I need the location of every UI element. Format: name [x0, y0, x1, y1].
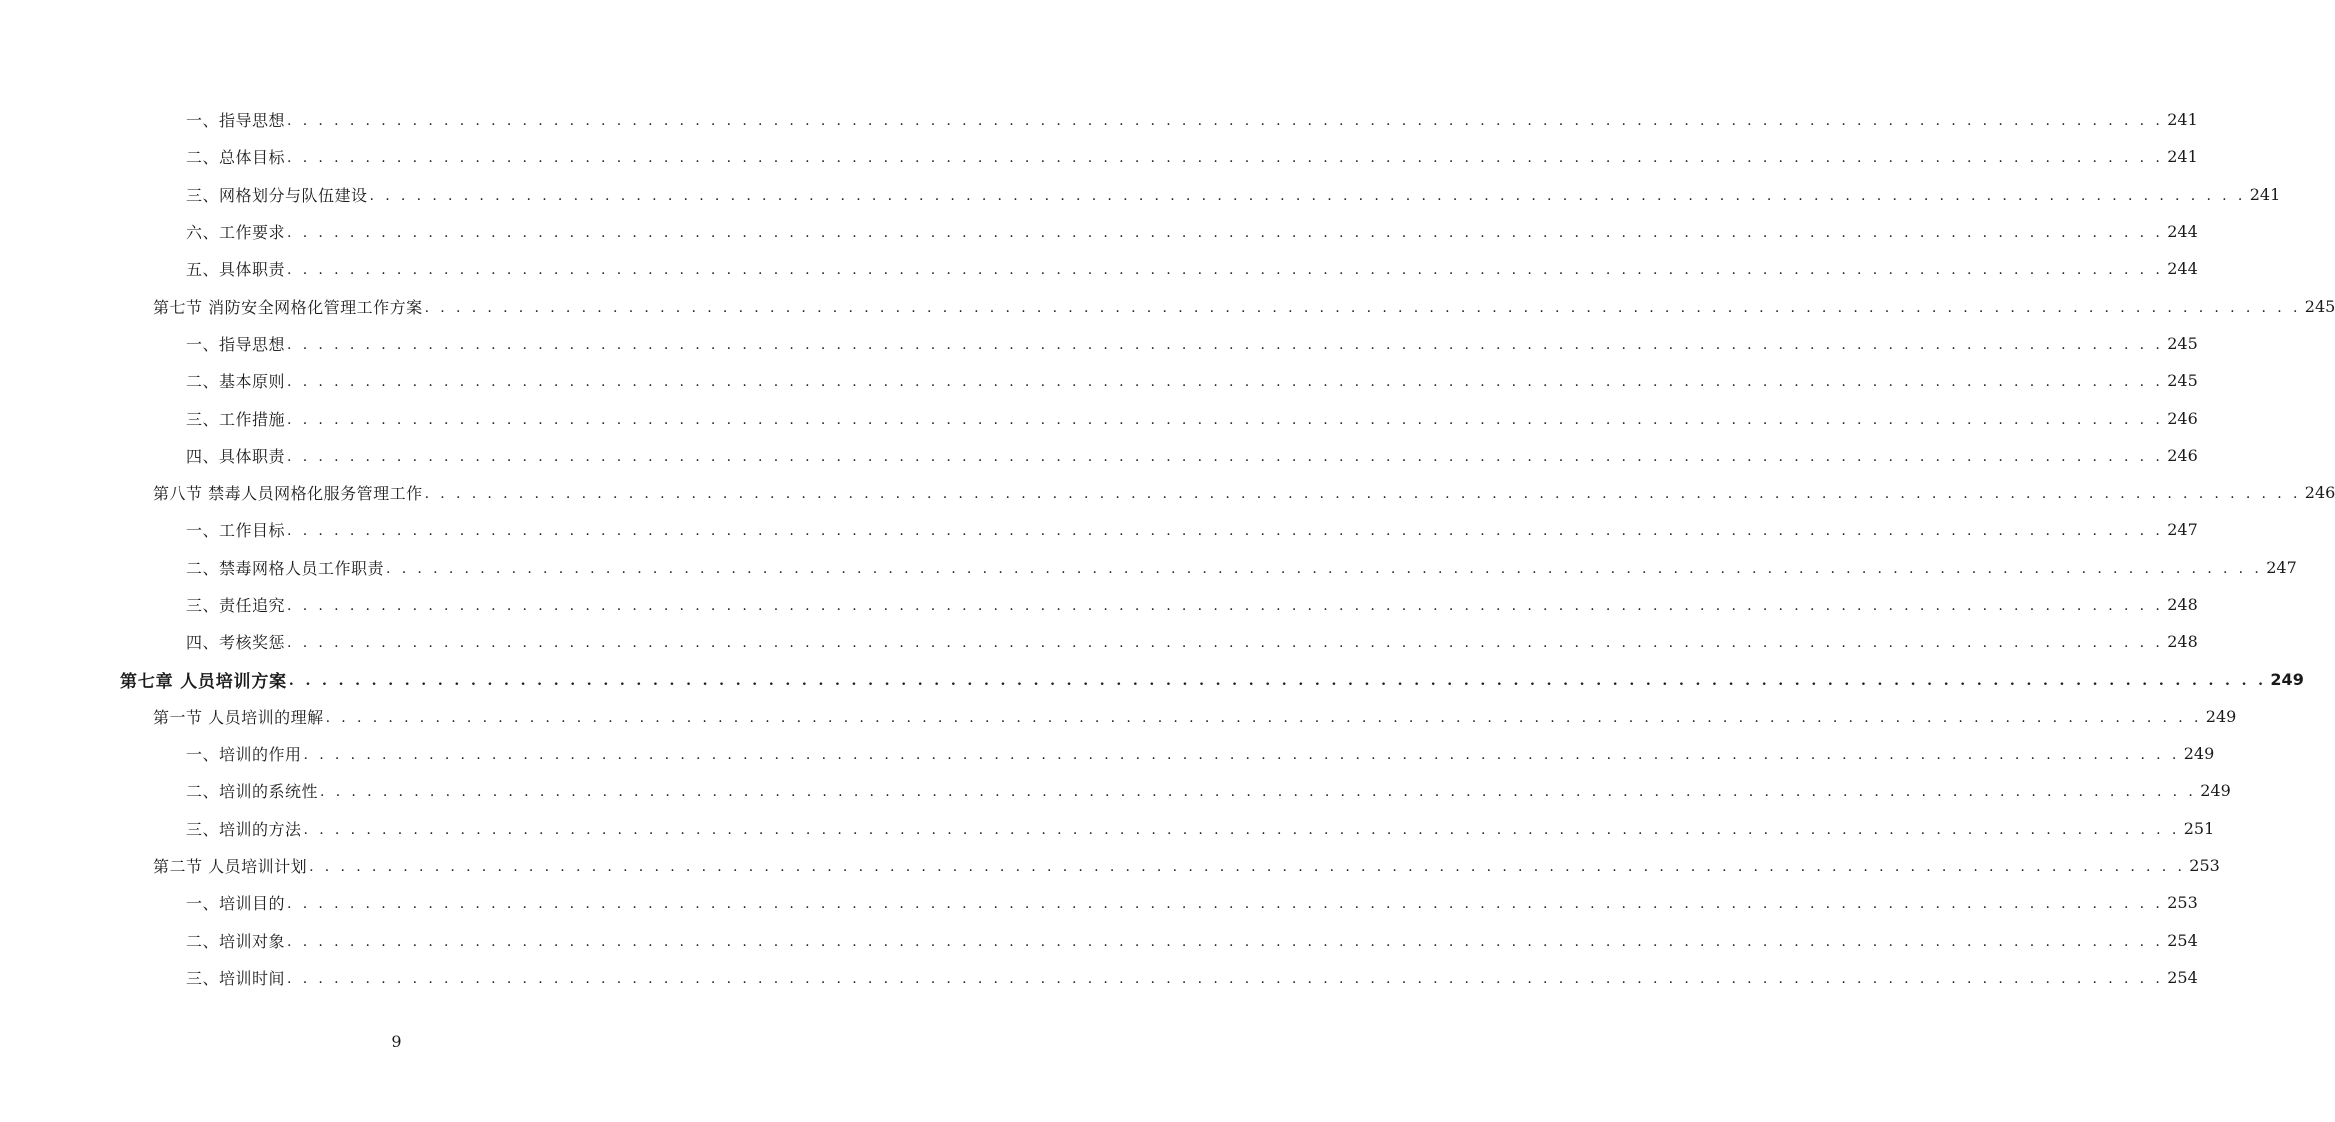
toc-entry-title: 四、考核奖惩	[186, 633, 286, 653]
toc-entry[interactable]	[0, 138, 2198, 175]
toc-entry[interactable]	[0, 959, 2198, 996]
toc-entry-page: 249	[2200, 781, 2231, 801]
toc-entry[interactable]	[0, 660, 2304, 697]
toc-entry-title: 二、培训的系统性	[186, 782, 319, 802]
toc-entry[interactable]	[0, 213, 2198, 250]
toc-entry[interactable]	[0, 474, 2335, 511]
toc-entry[interactable]	[0, 698, 2237, 735]
dot-leader: . . . . . . . . . . . . . . . . . . . . . . . . . . . . . . . . . . . . . . . . . . . . . . . . . . . . . . . . . . . . . . . . . . . . . . . . . . . . . . . . . . . . . . . . . . . . . . . . . . . . . . . . . . . . . . . . . . . . . . . .	[287, 411, 2164, 428]
toc-entry-title: 四、具体职责	[186, 446, 286, 466]
dot-leader: . . . . . . . . . . . . . . . . . . . . . . . . . . . . . . . . . . . . . . . . . . . . . . . . . . . . . . . . . . . . . . . . . . . . . . . . . . . . . . . . . . . . . . . . . . . . . . . . . . . . . . . . . . . . . . . . . . . . . . . .	[287, 113, 2164, 130]
toc-entry[interactable]	[0, 101, 2198, 138]
toc-entry-page: 241	[2249, 184, 2281, 204]
page-number: 9	[391, 1032, 402, 1051]
toc-entry-page: 245	[2167, 333, 2198, 353]
table-of-contents	[0, 101, 2335, 996]
toc-entry[interactable]	[0, 287, 2335, 324]
toc-entry-page: 248	[2167, 595, 2198, 614]
toc-entry-page: 254	[2167, 967, 2198, 987]
dot-leader: . . . . . . . . . . . . . . . . . . . . . . . . . . . . . . . . . . . . . . . . . . . . . . . . . . . . . . . . . . . . . . . . . . . . . . . . . . . . . . . . . . . . . . . . . . . . . . . . . . . . . . . . . . . . . . . . . . . . . . . .	[287, 262, 2164, 279]
dot-leader: . . . . . . . . . . . . . . . . . . . . . . . . . . . . . . . . . . . . . . . . . . . . . . . . . . . . . . . . . . . . . . . . . . . . . . . . . . . . . . . . . . . . . . . . . . . . . . . . . . . . . . . . . . . . . . . . . . . . . . . .	[320, 784, 2197, 801]
toc-entry-page: 253	[2167, 893, 2198, 913]
toc-entry-title: 第八节 禁毒人员网格化服务管理工作	[153, 484, 423, 504]
toc-entry-title: 二、基本原则	[186, 372, 286, 392]
dot-leader: . . . . . . . . . . . . . . . . . . . . . . . . . . . . . . . . . . . . . . . . . . . . . . . . . . . . . . . . . . . . . . . . . . . . . . . . . . . . . . . . . . . . . . . . . . . . . . . . . . . . . . . . . . . . . . . . . . . . . . . .	[288, 672, 2267, 689]
toc-entry-title: 三、培训的方法	[186, 819, 302, 839]
toc-entry[interactable]	[0, 884, 2198, 921]
dot-leader: . . . . . . . . . . . . . . . . . . . . . . . . . . . . . . . . . . . . . . . . . . . . . . . . . . . . . . . . . . . . . . . . . . . . . . . . . . . . . . . . . . . . . . . . . . . . . . . . . . . . . . . . . . . . . . . . . . . . . . . .	[287, 598, 2164, 614]
toc-entry-title: 二、禁毒网格人员工作职责	[186, 558, 385, 578]
toc-entry[interactable]	[0, 623, 2198, 660]
toc-entry-title: 第一节 人员培训的理解	[153, 707, 324, 727]
toc-entry-page: 244	[2167, 222, 2198, 242]
dot-leader: . . . . . . . . . . . . . . . . . . . . . . . . . . . . . . . . . . . . . . . . . . . . . . . . . . . . . . . . . . . . . . . . . . . . . . . . . . . . . . . . . . . . . . . . . . . . . . . . . . . . . . . . . . . . . . . . . . . . . . . .	[424, 486, 2301, 503]
dot-leader: . . . . . . . . . . . . . . . . . . . . . . . . . . . . . . . . . . . . . . . . . . . . . . . . . . . . . . . . . . . . . . . . . . . . . . . . . . . . . . . . . . . . . . . . . . . . . . . . . . . . . . . . . . . . . . . . . . . . . . . .	[386, 560, 2263, 577]
toc-entry-page: 253	[2189, 856, 2220, 876]
toc-entry[interactable]	[0, 847, 2220, 884]
toc-entry-page: 249	[2205, 706, 2237, 726]
toc-entry[interactable]	[0, 362, 2198, 399]
toc-entry-title: 一、工作目标	[186, 521, 286, 541]
toc-entry-page: 249	[2183, 744, 2215, 764]
toc-entry[interactable]	[0, 399, 2198, 436]
toc-entry-page: 247	[2167, 520, 2198, 540]
toc-entry-page: 254	[2167, 930, 2198, 950]
toc-entry-title: 一、指导思想	[186, 111, 286, 131]
dot-leader: . . . . . . . . . . . . . . . . . . . . . . . . . . . . . . . . . . . . . . . . . . . . . . . . . . . . . . . . . . . . . . . . . . . . . . . . . . . . . . . . . . . . . . . . . . . . . . . . . . . . . . . . . . . . . . . . . . . . . . . .	[325, 709, 2202, 726]
toc-entry-title: 六、工作要求	[186, 223, 286, 243]
dot-leader: . . . . . . . . . . . . . . . . . . . . . . . . . . . . . . . . . . . . . . . . . . . . . . . . . . . . . . . . . . . . . . . . . . . . . . . . . . . . . . . . . . . . . . . . . . . . . . . . . . . . . . . . . . . . . . . . . . . . . . . .	[369, 187, 2246, 204]
toc-entry[interactable]	[0, 325, 2198, 362]
toc-entry-title: 第七节 消防安全网格化管理工作方案	[153, 297, 423, 317]
toc-entry-title: 一、培训的作用	[186, 745, 302, 765]
toc-entry-page: 241	[2167, 147, 2198, 167]
dot-leader: . . . . . . . . . . . . . . . . . . . . . . . . . . . . . . . . . . . . . . . . . . . . . . . . . . . . . . . . . . . . . . . . . . . . . . . . . . . . . . . . . . . . . . . . . . . . . . . . . . . . . . . . . . . . . . . . . . . . . . . .	[309, 859, 2186, 876]
toc-entry-page: 251	[2183, 818, 2215, 838]
dot-leader: . . . . . . . . . . . . . . . . . . . . . . . . . . . . . . . . . . . . . . . . . . . . . . . . . . . . . . . . . . . . . . . . . . . . . . . . . . . . . . . . . . . . . . . . . . . . . . . . . . . . . . . . . . . . . . . . . . . . . . . .	[287, 448, 2164, 465]
toc-entry-page: 246	[2167, 408, 2198, 428]
toc-entry[interactable]	[0, 772, 2231, 809]
toc-entry-page: 247	[2266, 557, 2297, 577]
toc-entry-title: 一、指导思想	[186, 334, 286, 354]
dot-leader: . . . . . . . . . . . . . . . . . . . . . . . . . . . . . . . . . . . . . . . . . . . . . . . . . . . . . . . . . . . . . . . . . . . . . . . . . . . . . . . . . . . . . . . . . . . . . . . . . . . . . . . . . . . . . . . . . . . . . . . .	[303, 747, 2180, 764]
toc-entry-title: 三、培训时间	[186, 968, 286, 988]
toc-entry-title: 二、培训对象	[186, 931, 286, 951]
toc-entry-title: 三、工作措施	[186, 409, 286, 429]
toc-entry[interactable]	[0, 176, 2281, 213]
toc-entry[interactable]	[0, 735, 2215, 772]
toc-entry-title: 一、培训目的	[186, 894, 286, 914]
toc-entry-page: 244	[2167, 259, 2198, 279]
dot-leader: . . . . . . . . . . . . . . . . . . . . . . . . . . . . . . . . . . . . . . . . . . . . . . . . . . . . . . . . . . . . . . . . . . . . . . . . . . . . . . . . . . . . . . . . . . . . . . . . . . . . . . . . . . . . . . . . . . . . . . . .	[424, 299, 2301, 316]
toc-entry[interactable]	[0, 549, 2297, 586]
toc-entry-title: 第二节 人员培训计划	[153, 857, 308, 877]
toc-entry[interactable]	[0, 437, 2198, 474]
dot-leader: . . . . . . . . . . . . . . . . . . . . . . . . . . . . . . . . . . . . . . . . . . . . . . . . . . . . . . . . . . . . . . . . . . . . . . . . . . . . . . . . . . . . . . . . . . . . . . . . . . . . . . . . . . . . . . . . . . . . . . . .	[287, 336, 2164, 353]
toc-entry-page: 245	[2304, 296, 2335, 316]
toc-entry[interactable]	[0, 810, 2215, 847]
toc-entry[interactable]	[0, 511, 2198, 548]
toc-entry[interactable]	[0, 586, 2198, 623]
dot-leader: . . . . . . . . . . . . . . . . . . . . . . . . . . . . . . . . . . . . . . . . . . . . . . . . . . . . . . . . . . . . . . . . . . . . . . . . . . . . . . . . . . . . . . . . . . . . . . . . . . . . . . . . . . . . . . . . . . . . . . . .	[287, 150, 2164, 167]
toc-entry-page: 246	[2167, 445, 2198, 465]
toc-entry-page: 249	[2270, 669, 2304, 689]
dot-leader: . . . . . . . . . . . . . . . . . . . . . . . . . . . . . . . . . . . . . . . . . . . . . . . . . . . . . . . . . . . . . . . . . . . . . . . . . . . . . . . . . . . . . . . . . . . . . . . . . . . . . . . . . . . . . . . . . . . . . . . .	[287, 933, 2164, 950]
toc-entry-title: 三、责任追究	[186, 596, 286, 615]
toc-entry[interactable]	[0, 250, 2198, 287]
toc-entry-title: 三、网格划分与队伍建设	[186, 185, 368, 205]
dot-leader: . . . . . . . . . . . . . . . . . . . . . . . . . . . . . . . . . . . . . . . . . . . . . . . . . . . . . . . . . . . . . . . . . . . . . . . . . . . . . . . . . . . . . . . . . . . . . . . . . . . . . . . . . . . . . . . . . . . . . . . .	[287, 896, 2164, 913]
dot-leader: . . . . . . . . . . . . . . . . . . . . . . . . . . . . . . . . . . . . . . . . . . . . . . . . . . . . . . . . . . . . . . . . . . . . . . . . . . . . . . . . . . . . . . . . . . . . . . . . . . . . . . . . . . . . . . . . . . . . . . . .	[287, 225, 2164, 242]
dot-leader: . . . . . . . . . . . . . . . . . . . . . . . . . . . . . . . . . . . . . . . . . . . . . . . . . . . . . . . . . . . . . . . . . . . . . . . . . . . . . . . . . . . . . . . . . . . . . . . . . . . . . . . . . . . . . . . . . . . . . . . .	[287, 374, 2164, 391]
dot-leader: . . . . . . . . . . . . . . . . . . . . . . . . . . . . . . . . . . . . . . . . . . . . . . . . . . . . . . . . . . . . . . . . . . . . . . . . . . . . . . . . . . . . . . . . . . . . . . . . . . . . . . . . . . . . . . . . . . . . . . . .	[287, 970, 2164, 987]
toc-entry[interactable]	[0, 922, 2198, 959]
toc-entry-title: 五、具体职责	[186, 260, 286, 280]
dot-leader: . . . . . . . . . . . . . . . . . . . . . . . . . . . . . . . . . . . . . . . . . . . . . . . . . . . . . . . . . . . . . . . . . . . . . . . . . . . . . . . . . . . . . . . . . . . . . . . . . . . . . . . . . . . . . . . . . . . . . . . .	[303, 821, 2180, 838]
toc-entry-page: 245	[2167, 371, 2198, 391]
toc-entry-page: 246	[2304, 483, 2335, 503]
dot-leader: . . . . . . . . . . . . . . . . . . . . . . . . . . . . . . . . . . . . . . . . . . . . . . . . . . . . . . . . . . . . . . . . . . . . . . . . . . . . . . . . . . . . . . . . . . . . . . . . . . . . . . . . . . . . . . . . . . . . . . . .	[287, 635, 2164, 652]
dot-leader: . . . . . . . . . . . . . . . . . . . . . . . . . . . . . . . . . . . . . . . . . . . . . . . . . . . . . . . . . . . . . . . . . . . . . . . . . . . . . . . . . . . . . . . . . . . . . . . . . . . . . . . . . . . . . . . . . . . . . . . .	[287, 523, 2164, 540]
toc-entry-page: 241	[2167, 110, 2198, 130]
toc-entry-title: 第七章 人员培训方案	[120, 671, 287, 692]
toc-entry-page: 248	[2167, 632, 2198, 652]
toc-entry-title: 二、总体目标	[186, 148, 286, 168]
